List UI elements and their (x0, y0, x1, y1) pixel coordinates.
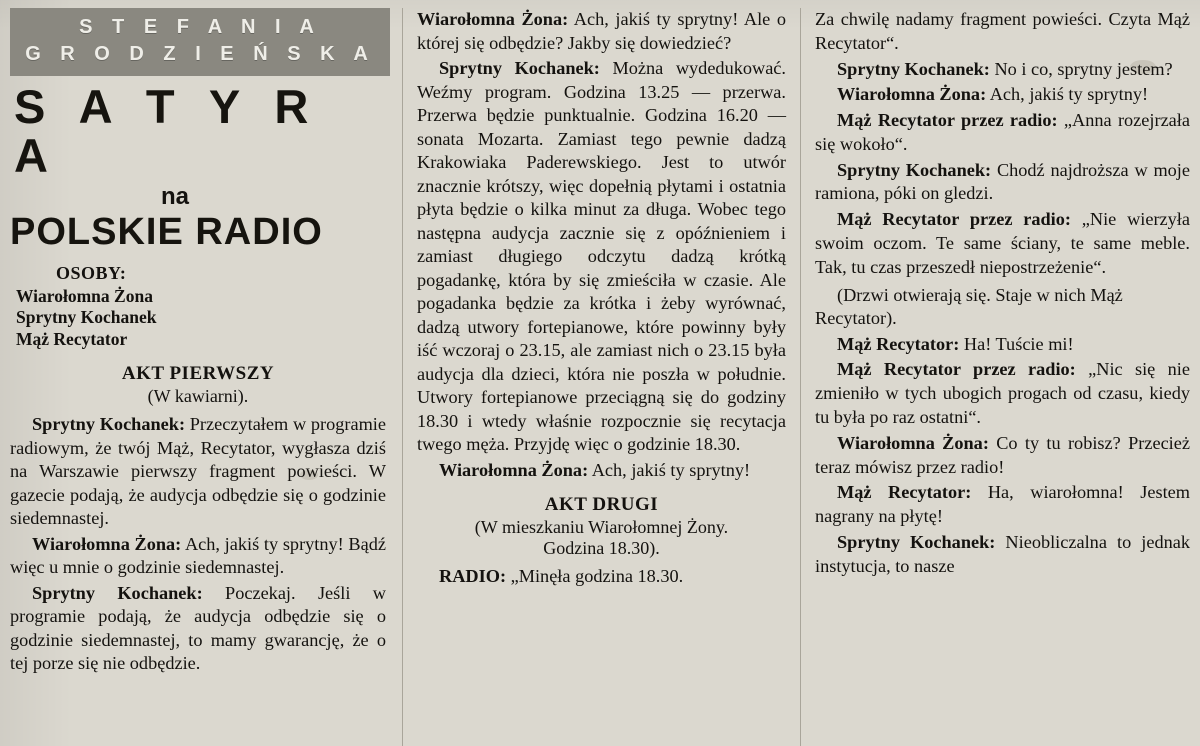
dialogue-text: Ha! Tuście mi! (963, 333, 1074, 354)
dialogue-text: Ach, jakiś ty sprytny! (591, 459, 751, 480)
stage-line-one: (W mieszkaniu Wiarołomnej Żony. (474, 517, 729, 537)
speaker-label: Mąż Recytator: (837, 482, 972, 503)
speaker-label: Sprytny Kochanek: (837, 159, 992, 180)
speaker-label: Wiarołomna Żona: (417, 9, 569, 29)
dialogue-line (815, 109, 1190, 157)
author-line-2: G R O D Z I E Ń S K A (25, 43, 375, 65)
article-columns (10, 8, 1190, 746)
dialogue-line (815, 333, 1190, 357)
dialogue-text: Ha, wiarołomna! Jestem nagrany na płytę! (815, 482, 1190, 527)
page-title: S A T Y R A (14, 80, 320, 183)
dialogue-line (10, 582, 386, 676)
speaker-label: Wiarołomna Żona: (32, 533, 182, 554)
dialogue-text: Poczekaj. Jeśli w programie podają, że audycja odbędzie się o godzinie siedemnastej, to mamy gwarancję, że o tej porze się nie odbędzie. (10, 582, 386, 674)
dialogue-line (815, 8, 1190, 56)
speaker-label: Wiarołomna Żona: (837, 432, 989, 453)
column-one (10, 8, 402, 746)
dialogue-text: Ach, jakiś ty sprytny! Ale o której się odbędzie? Jakby się dowiedzieć? (417, 9, 786, 53)
dialogue-line (815, 531, 1190, 579)
dialogue-text: Za chwilę nadamy fragment powieści. Czyta Mąż Recytator“. (815, 9, 1190, 53)
speaker-label: Mąż Recytator: (837, 333, 960, 354)
act-two-stage-direction (417, 517, 786, 559)
act-one-heading: AKT PIERWSZY (121, 363, 275, 385)
dialogue-line (815, 432, 1190, 480)
speaker-label: Mąż Recytator przez radio: (837, 359, 1076, 380)
dialogue-line (417, 8, 786, 55)
speaker-label: Sprytny Kochanek: (32, 414, 186, 435)
author-line-1: S T E F A N I A (79, 16, 321, 38)
act-one-stage-direction: (W kawiarni). (147, 386, 249, 407)
speaker-label: Mąż Recytator przez radio: (837, 209, 1071, 230)
dialogue-text: Chodź najdroższa w moje ramiona, póki on gledzi. (815, 159, 1191, 204)
cast-heading: OSOBY: (56, 262, 127, 283)
cast-member: Wiarołomna Żona (16, 285, 153, 306)
speaker-label: Sprytny Kochanek: (32, 582, 203, 603)
speaker-label: Wiarołomna Żona: (837, 84, 987, 105)
title-connector: na (160, 182, 189, 210)
dialogue-text: „Minęła godzina 18.30. (510, 566, 684, 586)
dialogue-line (417, 565, 786, 589)
dialogue-text: Ach, jakiś ty sprytny! Bądź więc u mnie o godzinie siedemnastej. (10, 533, 386, 578)
dialogue-text: „Anna rozejrzała się wokoło“. (815, 110, 1190, 154)
dialogue-line (815, 481, 1190, 529)
speaker-label: Wiarołomna Żona: (439, 459, 589, 480)
dialogue-line (815, 159, 1190, 207)
stage-line-two: Godzina 18.30). (543, 538, 660, 558)
dialogue-text: Przeczytałem w programie radiowym, że twój Mąż, Recytator, wygłasza dziś na Warszawie pierwszy fragment powieści. W gazecie podają, że audycja odbędzie się o godzinie siedemnastej. (10, 414, 386, 529)
cast-member: Mąż Recytator (16, 329, 128, 350)
title-subject: POLSKIE RADIO (10, 210, 323, 253)
column-two (402, 8, 800, 746)
dialogue-text: Nieobliczalna to jednak instytucja, to nasze (815, 531, 1190, 576)
masthead-banner (10, 8, 390, 76)
dialogue-line (815, 58, 1190, 82)
dialogue-text: „Nie wierzyła swoim oczom. Te same ściany, te same meble. Tak, tu czas przeszedł niepostrzeżenie“. (815, 209, 1190, 277)
speaker-label: Mąż Recytator przez radio: (837, 110, 1058, 131)
speaker-label: RADIO: (439, 566, 507, 586)
dialogue-text: „Nic się nie zmieniło w tych ubogich progach od czasu, kiedy tu była po raz ostatni“. (815, 359, 1190, 427)
column-three (800, 8, 1190, 746)
speaker-label: Sprytny Kochanek: (439, 58, 600, 78)
stage-direction: (Drzwi otwierają się. Staje w nich Mąż Recytator). (815, 284, 1123, 329)
dialogue-line (815, 83, 1190, 107)
cast-member: Sprytny Kochanek (16, 307, 157, 328)
act-two-heading: AKT DRUGI (544, 494, 659, 515)
dialogue-line (10, 413, 386, 531)
dialogue-line (417, 459, 786, 483)
dialogue-line (10, 533, 386, 580)
dialogue-text: Ach, jakiś ty sprytny! (989, 84, 1149, 105)
dialogue-line (417, 57, 786, 457)
speaker-label: Sprytny Kochanek: (837, 531, 996, 552)
speaker-label: Sprytny Kochanek: (837, 58, 990, 79)
dialogue-line (815, 358, 1190, 429)
dialogue-text: Można wydedukować. Weźmy program. Godzina 13.25 — przerwa. Przerwa będzie punktualnie. Godzina 16.20 — sonata Mozarta. Zamiast tego pewnie dadzą Krakowiaka Paderewskiego. Jest to utwór znacznie krótszy, więc dopełnią płytami i ostatnia płyta będzie o kilka minut za długa. Wobec tego następna audycja zacznie się z opóźnieniem i zamiast długiego odczytu dadzą krótką pogadankę, która by się zmieściła w czasie. Ale pogadanka będzie za krótka i żeby wyrównać, dadzą utwory fortepianowe, które powinny były iść wczoraj o 23.15, ale zamiast nich o 23.15 była audycja dla dzieci, która nie poszła w południe. Utwory fortepianowe przeciągną się do godziny 18.30 i wtedy właśnie rozpocznie się recytacja twego męża. Przyjdę więc o godzinie 18.30. (417, 58, 786, 454)
dialogue-text: No i co, sprytny jestem? (994, 58, 1173, 79)
dialogue-text: Co ty tu robisz? Przecież teraz mówisz przez radio! (815, 432, 1190, 477)
dialogue-line (815, 208, 1190, 279)
